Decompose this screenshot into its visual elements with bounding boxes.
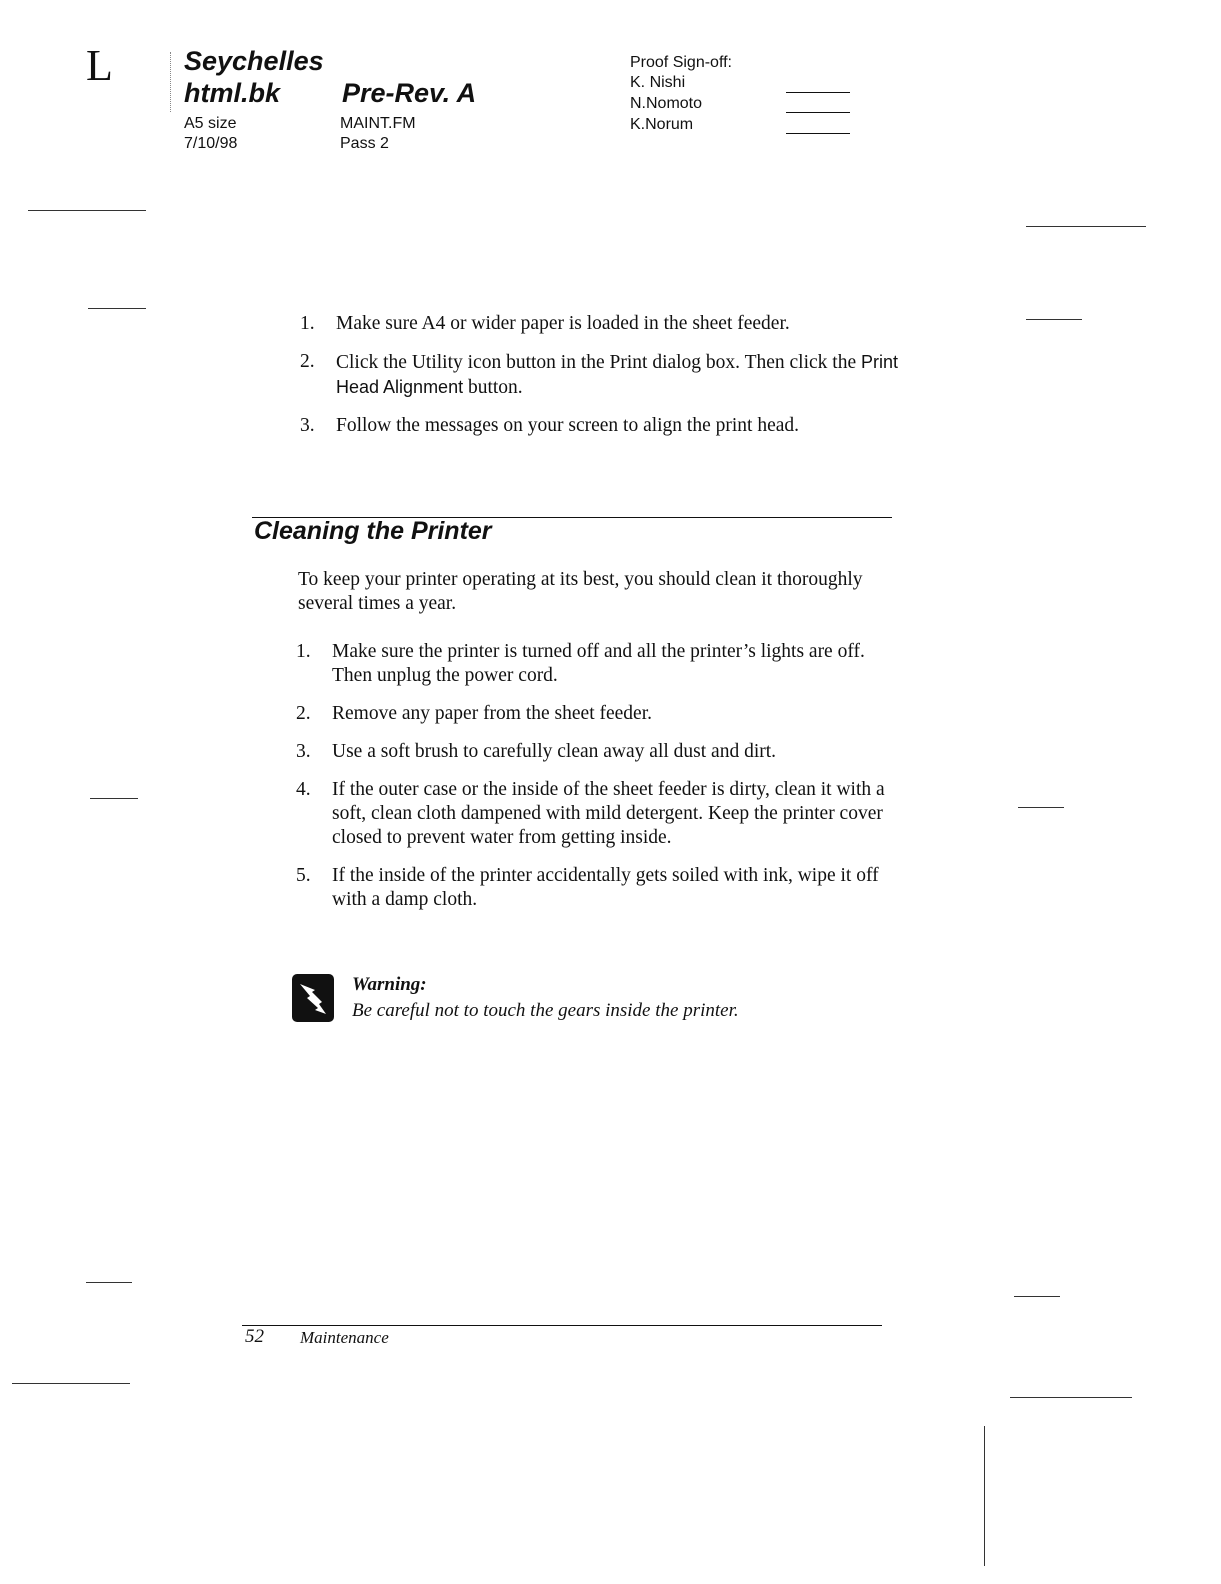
list-item [300,350,900,400]
crop-mark [984,1426,985,1566]
step-number: 2. [300,351,315,372]
file-name: MAINT.FM [340,115,416,132]
signoff-line [786,112,850,113]
step-number: 3. [296,741,311,762]
list-item [300,414,900,438]
step-number: 5. [296,865,311,886]
step-number: 4. [296,779,311,800]
list-item [296,640,896,688]
list-item [300,312,900,336]
signoff-name: N.Nomoto [630,95,703,112]
signoff-line [786,133,850,134]
signoff-line [786,92,850,93]
footer-rule [242,1325,882,1326]
list-item [296,864,896,912]
page-number: 52 [245,1326,264,1347]
step-text: button. [463,377,523,398]
signoff-label: Proof Sign-off: [630,54,732,71]
crop-mark [90,798,138,799]
book-title-line-2: html.bk [184,78,281,108]
list-item [296,740,896,764]
step-number: 1. [300,313,315,334]
crop-mark [1014,1296,1060,1297]
pass-label: Pass 2 [340,135,389,152]
step-text: Make sure A4 or wider paper is loaded in the sheet feeder. [336,313,790,334]
cleaning-steps [296,640,896,912]
section-title: Cleaning the Printer [254,517,492,545]
crop-mark [86,1282,132,1283]
alignment-steps [300,312,900,438]
step-number: 3. [300,415,315,436]
warning-title: Warning: [352,974,427,995]
step-number: 1. [296,641,311,662]
section-intro: To keep your printer operating at its best, you should clean it thoroughly several times a year. [298,569,863,614]
crop-mark [1018,807,1064,808]
crop-mark [88,308,146,309]
warning-icon [292,974,334,1022]
crop-mark [1010,1397,1132,1398]
crop-mark [1026,319,1082,320]
header-divider [170,52,171,112]
book-title-line-1: Seychelles [184,46,324,76]
page-side-letter: L [86,41,113,90]
step-text: If the outer case or the inside of the sheet feeder is dirty, clean it with a soft, clean cloth dampened with mild detergent. Keep the printer cover closed to prevent water from getting inside. [332,779,885,848]
chapter-name: Maintenance [300,1328,389,1347]
crop-mark [12,1383,130,1384]
step-text: Click the Utility icon button in the Print dialog box. Then click the [336,352,861,373]
step-text: If the inside of the printer accidentally gets soiled with ink, wipe it off with a damp cloth. [332,865,879,910]
revision-label: Pre-Rev. A [342,78,477,108]
signoff-name: K.Norum [630,116,694,133]
list-item [296,778,896,850]
signoff-name: K. Nishi [630,74,686,91]
step-text: Make sure the printer is turned off and all the printer’s lights are off. Then unplug the power cord. [332,641,865,686]
crop-mark [1026,226,1146,227]
list-item [296,702,896,726]
header-date: 7/10/98 [184,135,238,152]
step-number: 2. [296,703,311,724]
step-text: Follow the messages on your screen to align the print head. [336,415,800,436]
page-size: A5 size [184,115,237,132]
crop-mark [28,210,146,211]
step-text: Use a soft brush to carefully clean away all dust and dirt. [332,741,777,762]
ui-term-print-head-alignment: Print Head Alignment [336,352,899,397]
step-text: Remove any paper from the sheet feeder. [332,703,652,724]
warning-text: Be careful not to touch the gears inside the printer. [352,1000,739,1021]
